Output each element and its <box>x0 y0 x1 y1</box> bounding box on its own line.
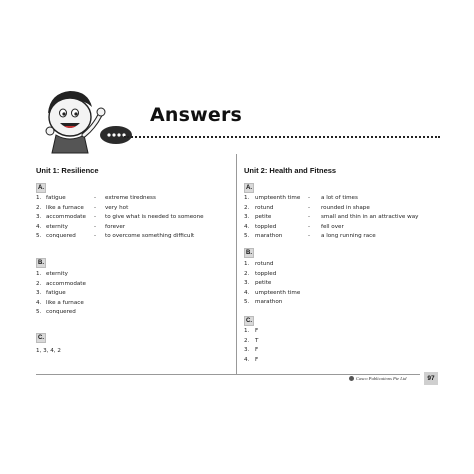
item-number: 1. <box>244 195 250 201</box>
item-term: petite <box>255 280 272 286</box>
item-number: 2. <box>36 204 42 211</box>
item-definition: a long running race <box>321 233 376 239</box>
item-number: 3. <box>244 214 250 220</box>
item-number: 4. <box>36 299 42 306</box>
footer-rule <box>36 374 420 375</box>
item-term: accommodate <box>46 280 86 287</box>
list-item <box>244 299 444 306</box>
item-term: like a furnace <box>46 299 84 306</box>
item-term: eternity <box>46 223 68 230</box>
item-term: toppled <box>255 223 277 230</box>
item-number: 5. <box>244 299 250 305</box>
item-number: 5. <box>244 233 250 239</box>
item-term: toppled <box>255 270 277 277</box>
item-number: 1. <box>244 261 250 267</box>
item-dash: - <box>308 195 311 201</box>
item-definition: a lot of times <box>321 195 358 201</box>
item-number: 3. <box>36 290 42 296</box>
list-item <box>36 290 236 297</box>
list-item <box>36 224 236 231</box>
item-number: 3. <box>36 214 42 220</box>
unit2-title: Unit 2: Health and Fitness <box>244 166 337 175</box>
item-term: rotund <box>255 204 274 211</box>
item-term: marathon <box>255 233 283 239</box>
unit1-section-a-label: A. <box>38 185 44 191</box>
item-definition: extreme tiredness <box>105 195 156 201</box>
list-item <box>36 309 236 316</box>
item-term: petite <box>255 214 272 220</box>
unit2-section-b-label: B. <box>246 250 252 256</box>
item-term: F <box>255 347 259 353</box>
item-number: 1. <box>36 195 42 201</box>
list-item <box>244 214 444 221</box>
item-term: umpteenth time <box>255 195 301 201</box>
item-number: 4. <box>244 289 250 296</box>
item-term: accommodate <box>46 214 86 220</box>
item-dash: - <box>94 214 97 220</box>
list-item <box>36 205 236 212</box>
item-dash: - <box>308 204 311 211</box>
list-item <box>36 271 236 278</box>
item-number: 3. <box>244 347 250 353</box>
item-dash: - <box>308 214 311 220</box>
unit1-title: Unit 1: Resilience <box>36 166 99 175</box>
item-term: T <box>255 337 259 344</box>
item-dash: - <box>94 233 97 239</box>
list-item <box>244 338 444 345</box>
item-number: 1. <box>244 328 250 334</box>
item-term: marathon <box>255 299 283 305</box>
dotted-rule <box>124 136 440 138</box>
item-term: F <box>255 328 259 334</box>
item-number: 5. <box>36 309 42 315</box>
unit1-section-c-label: C. <box>38 335 44 341</box>
list-item <box>244 347 444 354</box>
item-dash: - <box>94 195 97 201</box>
list-item <box>36 214 236 221</box>
list-item <box>244 271 444 278</box>
item-number: 2. <box>244 337 250 344</box>
list-item <box>244 233 444 240</box>
item-term: umpteenth time <box>255 289 301 296</box>
item-definition: to give what is needed to someone <box>105 214 204 220</box>
publisher-name: Casco Publications Pte Ltd <box>356 376 407 381</box>
page-number: 97 <box>424 372 438 385</box>
item-definition: very hot <box>105 204 129 211</box>
list-item <box>36 233 236 240</box>
list-item <box>36 195 236 202</box>
list-item <box>244 195 444 202</box>
item-term: conquered <box>46 309 76 315</box>
list-item <box>36 281 236 288</box>
item-dash: - <box>94 204 97 211</box>
list-item <box>244 280 444 287</box>
item-term: like a furnace <box>46 204 84 211</box>
unit1-section-b-label: B. <box>38 260 44 266</box>
item-number: 2. <box>244 270 250 277</box>
item-number: 4. <box>36 223 42 230</box>
item-number: 2. <box>36 280 42 287</box>
unit2-section-a-label: A. <box>246 185 252 191</box>
item-number: 3. <box>244 280 250 286</box>
item-dash: - <box>308 223 311 230</box>
item-term: conquered <box>46 233 76 239</box>
unit2-section-c-label: C. <box>246 318 252 324</box>
item-definition: to overcome something difficult <box>105 233 195 239</box>
cartoon-boy-illustration <box>38 85 134 155</box>
list-item <box>244 261 444 268</box>
item-number: 1. <box>36 271 42 277</box>
list-item <box>244 290 444 297</box>
item-number: 2. <box>244 204 250 211</box>
item-term: fatigue <box>46 195 66 201</box>
item-definition: fell over <box>321 223 344 230</box>
list-item <box>244 357 444 364</box>
item-term: eternity <box>46 271 68 277</box>
item-definition: forever <box>105 223 126 230</box>
item-number: 4. <box>244 223 250 230</box>
list-item <box>36 300 236 307</box>
column-divider <box>236 154 237 374</box>
publisher-logo-icon <box>349 376 354 381</box>
item-dash: - <box>308 233 311 239</box>
item-term: F <box>255 356 259 363</box>
item-number: 5. <box>36 233 42 239</box>
list-item <box>244 224 444 231</box>
item-dash: - <box>94 223 97 230</box>
list-item <box>244 328 444 335</box>
item-definition: rounded in shape <box>321 204 370 211</box>
item-definition: small and thin in an attractive way <box>321 214 419 220</box>
item-term: fatigue <box>46 290 66 296</box>
item-number: 4. <box>244 356 250 363</box>
publisher-credit <box>349 376 406 381</box>
page-title: Answers <box>150 104 243 126</box>
list-item <box>244 205 444 212</box>
unit1-section-c-answer: 1, 3, 4, 2 <box>36 348 61 354</box>
item-term: rotund <box>255 261 274 267</box>
